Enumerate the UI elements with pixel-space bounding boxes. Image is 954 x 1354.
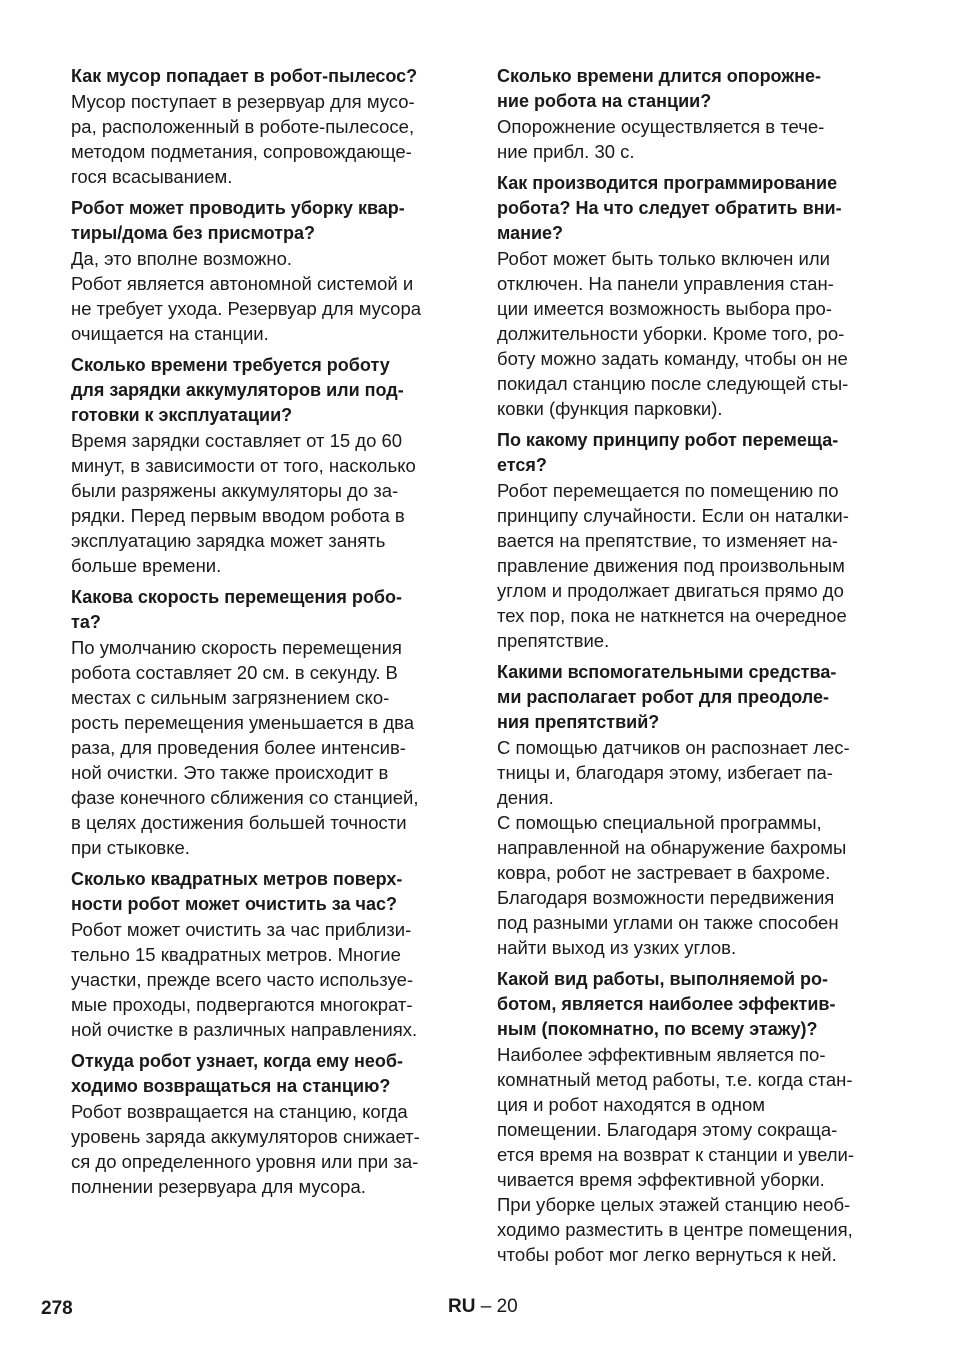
faq-question	[71, 1049, 463, 1099]
answer-line: чтобы робот мог легко вернуться к ней.	[497, 1244, 837, 1265]
answer-line: ра, расположенный в роботе-пылесосе,	[71, 116, 415, 137]
answer-line: вается на препятствие, то изменяет на-	[497, 530, 838, 551]
left-column	[71, 64, 463, 1206]
answer-line: гося всасыванием.	[71, 166, 233, 187]
answer-line: при стыковке.	[71, 837, 190, 858]
answer-line: ся до определенного уровня или при за-	[71, 1151, 419, 1172]
answer-line: рядки. Перед первым вводом робота в	[71, 505, 405, 526]
answer-line: Наиболее эффективным является по-	[497, 1044, 826, 1065]
answer-line: Время зарядки составляет от 15 до 60	[71, 430, 403, 451]
question-line: та?	[71, 612, 101, 632]
question-line: Откуда робот узнает, когда ему необ-	[71, 1051, 404, 1071]
faq-item	[71, 196, 463, 346]
question-line: Как производится программирование	[497, 173, 838, 193]
question-line: мание?	[497, 223, 564, 243]
faq-item	[497, 428, 889, 653]
answer-line: ции имеется возможность выбора про-	[497, 298, 832, 319]
question-line: тиры/дома без присмотра?	[71, 223, 315, 243]
faq-question	[497, 64, 889, 114]
answer-line: При уборке целых этажей станцию необ-	[497, 1194, 851, 1215]
language-code: RU	[448, 1296, 476, 1317]
answer-line: Мусор поступает в резервуар для мусо-	[71, 91, 415, 112]
answer-line: очищается на станции.	[71, 323, 269, 344]
answer-line: Робот является автономной системой и	[71, 273, 414, 294]
answer-line: чивается время эффективной уборки.	[497, 1169, 825, 1190]
section-page-number: – 20	[475, 1296, 518, 1317]
faq-answer	[71, 89, 463, 189]
faq-item	[71, 353, 463, 578]
answer-line: принципу случайности. Если он наталки-	[497, 505, 849, 526]
faq-answer	[71, 635, 463, 860]
question-line: ным (покомнатно, по всему этажу)?	[497, 1019, 818, 1039]
faq-answer	[497, 478, 889, 653]
answer-line: С помощью датчиков он распознает лес-	[497, 737, 850, 758]
answer-line: ной очистке в различных направлениях.	[71, 1019, 418, 1040]
answer-line: ковки (функция парковки).	[497, 398, 723, 419]
answer-line: ние прибл. 30 с.	[497, 141, 635, 162]
faq-answer	[497, 735, 889, 960]
answer-line: боту можно задать команду, чтобы он не	[497, 348, 848, 369]
faq-answer	[497, 114, 889, 164]
faq-question	[71, 353, 463, 428]
answer-line: тельно 15 квадратных метров. Многие	[71, 944, 401, 965]
answer-line: эксплуатацию зарядка может занять	[71, 530, 386, 551]
faq-item	[71, 867, 463, 1042]
answer-line: тницы и, благодаря этому, избегает па-	[497, 762, 833, 783]
page-number: 278	[41, 1298, 73, 1319]
question-line: Сколько времени требуется роботу	[71, 355, 390, 375]
faq-question	[71, 64, 463, 89]
question-line: Как мусор попадает в робот-пылесос?	[71, 66, 418, 86]
answer-line: По умолчанию скорость перемещения	[71, 637, 402, 658]
answer-line: направленной на обнаружение бахромы	[497, 837, 847, 858]
question-line: для зарядки аккумуляторов или под-	[71, 380, 404, 400]
question-line: ется?	[497, 455, 547, 475]
answer-line: ковра, робот не застревает в бахроме.	[497, 862, 831, 883]
answer-line: больше времени.	[71, 555, 222, 576]
question-line: ботом, является наиболее эффектив-	[497, 994, 836, 1014]
faq-question	[497, 171, 889, 246]
answer-line: дения.	[497, 787, 554, 808]
answer-line: участки, прежде всего часто используе-	[71, 969, 414, 990]
question-line: ности робот может очистить за час?	[71, 894, 397, 914]
question-line: ми располагает робот для преодоле-	[497, 687, 830, 707]
question-line: Сколько времени длится опорожне-	[497, 66, 821, 86]
answer-line: рость перемещения уменьшается в два	[71, 712, 415, 733]
answer-line: ется время на возврат к станции и увели-	[497, 1144, 855, 1165]
answer-line: под разными углами он также способен	[497, 912, 839, 933]
answer-line: Робот возвращается на станцию, когда	[71, 1101, 408, 1122]
answer-line: уровень заряда аккумуляторов снижает-	[71, 1126, 420, 1147]
faq-answer	[71, 917, 463, 1042]
question-line: готовки к эксплуатации?	[71, 405, 293, 425]
answer-line: Робот может очистить за час приблизи-	[71, 919, 412, 940]
answer-line: С помощью специальной программы,	[497, 812, 822, 833]
answer-line: минут, в зависимости от того, насколько	[71, 455, 416, 476]
faq-answer	[497, 1042, 889, 1267]
answer-line: углом и продолжает двигаться прямо до	[497, 580, 844, 601]
answer-line: в целях достижения большей точности	[71, 812, 407, 833]
answer-line: правление движения под произвольным	[497, 555, 845, 576]
answer-line: Благодаря возможности передвижения	[497, 887, 835, 908]
answer-line: раза, для проведения более интенсив-	[71, 737, 406, 758]
faq-answer	[497, 246, 889, 421]
right-column	[497, 64, 889, 1274]
answer-line: мые проходы, подвергаются многократ-	[71, 994, 413, 1015]
answer-line: робота составляет 20 см. в секунду. В	[71, 662, 398, 683]
question-line: Какова скорость перемещения робо-	[71, 587, 402, 607]
faq-item	[497, 64, 889, 164]
answer-line: ной очистки. Это также происходит в	[71, 762, 389, 783]
faq-question	[497, 428, 889, 478]
answer-line: Робот может быть только включен или	[497, 248, 830, 269]
answer-line: Робот перемещается по помещению по	[497, 480, 839, 501]
answer-line: помещении. Благодаря этому сокраща-	[497, 1119, 838, 1140]
answer-line: полнении резервуара для мусора.	[71, 1176, 366, 1197]
question-line: По какому принципу робот перемеща-	[497, 430, 839, 450]
faq-answer	[71, 246, 463, 346]
answer-line: методом подметания, сопровождающе-	[71, 141, 412, 162]
answer-line: должительности уборки. Кроме того, ро-	[497, 323, 845, 344]
answer-line: препятствие.	[497, 630, 610, 651]
answer-line: ция и робот находятся в одном	[497, 1094, 766, 1115]
answer-line: Опорожнение осуществляется в тече-	[497, 116, 825, 137]
question-line: робота? На что следует обратить вни-	[497, 198, 842, 218]
faq-item	[71, 585, 463, 860]
answer-line: были разряжены аккумуляторы до за-	[71, 480, 399, 501]
question-line: ние робота на станции?	[497, 91, 712, 111]
answer-line: комнатный метод работы, т.е. когда стан-	[497, 1069, 853, 1090]
faq-question	[497, 660, 889, 735]
faq-item	[497, 660, 889, 960]
faq-question	[71, 867, 463, 917]
faq-item	[497, 967, 889, 1267]
question-line: ходимо возвращаться на станцию?	[71, 1076, 391, 1096]
faq-question	[71, 585, 463, 635]
section-page-label	[448, 1296, 518, 1318]
faq-question	[71, 196, 463, 246]
question-line: Какими вспомогательными средства-	[497, 662, 837, 682]
faq-question	[497, 967, 889, 1042]
answer-line: отключен. На панели управления стан-	[497, 273, 834, 294]
answer-line: найти выход из узких углов.	[497, 937, 737, 958]
faq-answer	[71, 1099, 463, 1199]
answer-line: фазе конечного сближения со станцией,	[71, 787, 419, 808]
question-line: Сколько квадратных метров поверх-	[71, 869, 403, 889]
answer-line: местах с сильным загрязнением ско-	[71, 687, 390, 708]
answer-line: покидал станцию после следующей сты-	[497, 373, 849, 394]
question-line: Какой вид работы, выполняемой ро-	[497, 969, 829, 989]
faq-item	[71, 64, 463, 189]
question-line: ния препятствий?	[497, 712, 660, 732]
faq-item	[497, 171, 889, 421]
answer-line: Да, это вполне возможно.	[71, 248, 292, 269]
question-line: Робот может проводить уборку квар-	[71, 198, 405, 218]
answer-line: не требует ухода. Резервуар для мусора	[71, 298, 422, 319]
answer-line: тех пор, пока не наткнется на очередное	[497, 605, 847, 626]
faq-answer	[71, 428, 463, 578]
faq-item	[71, 1049, 463, 1199]
answer-line: ходимо разместить в центре помещения,	[497, 1219, 853, 1240]
